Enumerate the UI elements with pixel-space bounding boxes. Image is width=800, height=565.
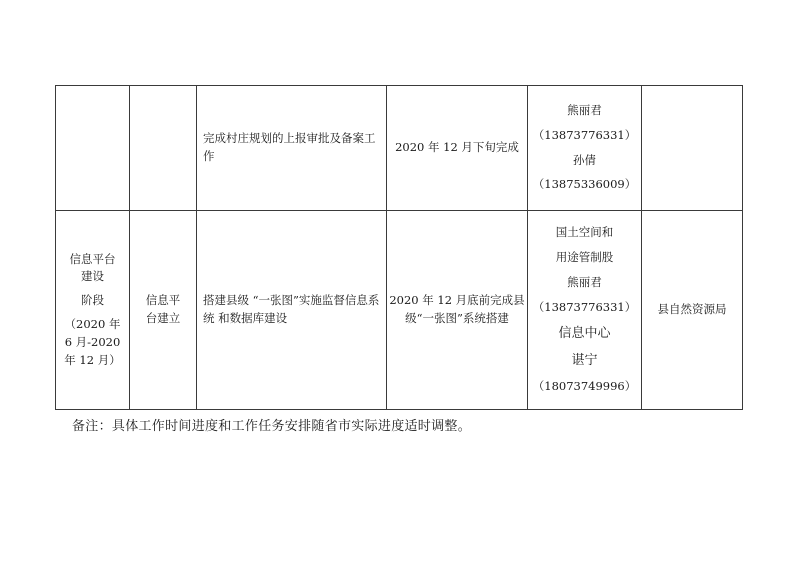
contacts-cell xyxy=(528,86,642,211)
contact-phone: （18073749996） xyxy=(532,378,637,393)
phase-line: 阶段 xyxy=(81,293,104,308)
task-cell xyxy=(197,86,387,211)
owner-cell xyxy=(642,211,743,410)
task-cell xyxy=(197,211,387,410)
contact-phone: （13873776331） xyxy=(532,299,637,314)
owner-text: 县自然资源局 xyxy=(657,302,727,317)
footnote: 备注：具体工作时间进度和工作任务安排随省市实际进度适时调整。 xyxy=(72,419,472,434)
phase-line: 信息平台 xyxy=(69,251,116,266)
work-plan-table xyxy=(55,85,743,410)
phase-cell xyxy=(56,211,130,410)
deadline-text: 2020 年 12 月下旬完成 xyxy=(395,140,519,155)
task-text: 完成村庄规划的上报审批及备案工作 xyxy=(203,131,376,163)
contacts-cell xyxy=(528,211,642,410)
contact-name: 孙倩 xyxy=(573,152,596,167)
phase-cell xyxy=(56,86,130,211)
contact-phone: （13873776331） xyxy=(532,127,637,142)
phase-line: 建设 xyxy=(81,269,104,284)
phase-line: （2020 年 xyxy=(64,317,121,331)
phase-line: 6 月-2020 xyxy=(64,334,121,349)
contact-dept: 国土空间和 xyxy=(555,225,614,240)
contact-name: 熊丽君 xyxy=(567,274,602,289)
table-row xyxy=(56,86,743,211)
item-line: 台建立 xyxy=(145,311,181,325)
item-cell xyxy=(130,86,197,211)
contact-dept: 用途管制股 xyxy=(555,250,614,265)
contact-name: 谌宁 xyxy=(571,352,598,368)
contact-dept: 信息中心 xyxy=(558,325,611,341)
deadline-cell xyxy=(387,211,528,410)
contact-name: 熊丽君 xyxy=(567,102,602,117)
owner-cell xyxy=(642,86,743,211)
task-text: 搭建县级 “一张图”实施监督信息系统 和数据库建设 xyxy=(203,293,380,325)
table-row xyxy=(56,211,743,410)
phase-line: 年 12 月） xyxy=(64,352,121,367)
contact-phone: （13875336009） xyxy=(532,177,637,192)
deadline-text: 2020 年 12 月底前完成县级“一张图”系统搭建 xyxy=(389,293,525,325)
deadline-cell xyxy=(387,86,528,211)
item-cell xyxy=(130,211,197,410)
item-line: 信息平 xyxy=(145,293,181,308)
